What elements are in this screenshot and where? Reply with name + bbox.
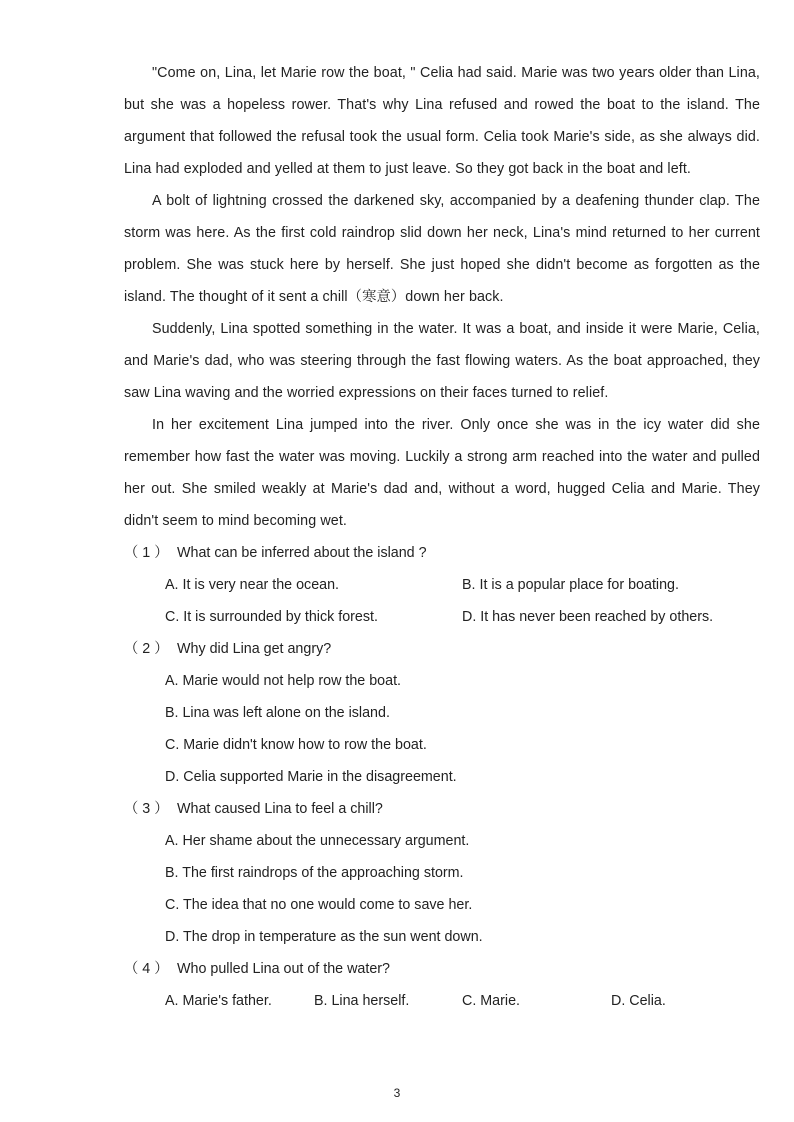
question-4-option-c: C. Marie. [462, 993, 520, 1009]
question-1-options-row-2 [124, 601, 760, 633]
question-3-option-a-row [124, 825, 760, 857]
question-2-number: （ 2 ） [124, 641, 169, 657]
passage-paragraph-3: Suddenly, Lina spotted something in the water. It was a boat, and inside it were Marie, Celia, and Marie's dad, who was steering through the fast flowing waters. As the boat approached, they saw Lina waving and the worried expressions on their faces turned to relief. [124, 321, 760, 401]
question-2-option-b-row [124, 697, 760, 729]
question-2-option-a: A. Marie would not help row the boat. [165, 673, 402, 689]
question-2-option-a-row [124, 665, 760, 697]
question-1-option-c: C. It is surrounded by thick forest. [165, 609, 378, 625]
question-2-option-d: D. Celia supported Marie in the disagreement. [165, 769, 457, 785]
question-4-number: （ 4 ） [124, 961, 169, 977]
question-3-number: （ 3 ） [124, 801, 169, 817]
question-1-option-d: D. It has never been reached by others. [462, 609, 714, 625]
question-1 [124, 537, 760, 569]
question-2-stem: Why did Lina get angry? [177, 641, 332, 657]
question-3-option-b-row [124, 857, 760, 889]
question-2 [124, 633, 760, 665]
question-3-option-a: A. Her shame about the unnecessary argument. [165, 833, 470, 849]
question-1-stem: What can be inferred about the island ? [177, 545, 427, 561]
question-4-stem: Who pulled Lina out of the water? [177, 961, 391, 977]
passage-paragraph-4: In her excitement Lina jumped into the river. Only once she was in the icy water did she remember how fast the water was moving. Luckily a strong arm reached into the water and pulled her out. She smiled weakly at Marie's dad and, without a word, hugged Celia and Marie. They didn't seem to mind becoming wet. [124, 417, 760, 529]
question-3-option-d: D. The drop in temperature as the sun went down. [165, 929, 483, 945]
question-3-option-d-row [124, 921, 760, 953]
question-3-option-c-row [124, 889, 760, 921]
question-1-number: （ 1 ） [124, 545, 169, 561]
question-2-option-c-row [124, 729, 760, 761]
question-1-options-row-1 [124, 569, 760, 601]
page-number: 3 [393, 1086, 401, 1100]
question-3 [124, 793, 760, 825]
question-4-option-d: D. Celia. [611, 993, 666, 1009]
question-2-option-b: B. Lina was left alone on the island. [165, 705, 390, 721]
question-4 [124, 953, 760, 985]
question-1-option-a: A. It is very near the ocean. [165, 577, 340, 593]
question-4-option-a: A. Marie's father. [165, 993, 272, 1009]
question-4-options-row [124, 985, 760, 1017]
passage-paragraph-2: A bolt of lightning crossed the darkened sky, accompanied by a deafening thunder clap. The storm was here. As the first cold raindrop slid down her neck, Lina's mind returned to her current problem. She was stuck here by herself. She just hoped she didn't become as forgotten as the island. The thought of it sent a chill（寒意）down her back. [124, 193, 760, 305]
question-2-option-c: C. Marie didn't know how to row the boat. [165, 737, 427, 753]
question-4-option-b: B. Lina herself. [314, 993, 410, 1009]
question-3-stem: What caused Lina to feel a chill? [177, 801, 383, 817]
question-1-option-b: B. It is a popular place for boating. [462, 577, 679, 593]
question-3-option-c: C. The idea that no one would come to save her. [165, 897, 473, 913]
question-3-option-b: B. The first raindrops of the approaching storm. [165, 865, 464, 881]
question-2-option-d-row [124, 761, 760, 793]
passage-paragraph-1: "Come on, Lina, let Marie row the boat, " Celia had said. Marie was two years older than Lina, but she was a hopeless rower. That's why Lina refused and rowed the boat to the island. The argument that followed the refusal took the usual form. Celia took Marie's side, as she always did. Lina had exploded and yelled at them to just leave. So they got back in the boat and left. [124, 65, 760, 177]
reading-section [124, 57, 760, 1017]
